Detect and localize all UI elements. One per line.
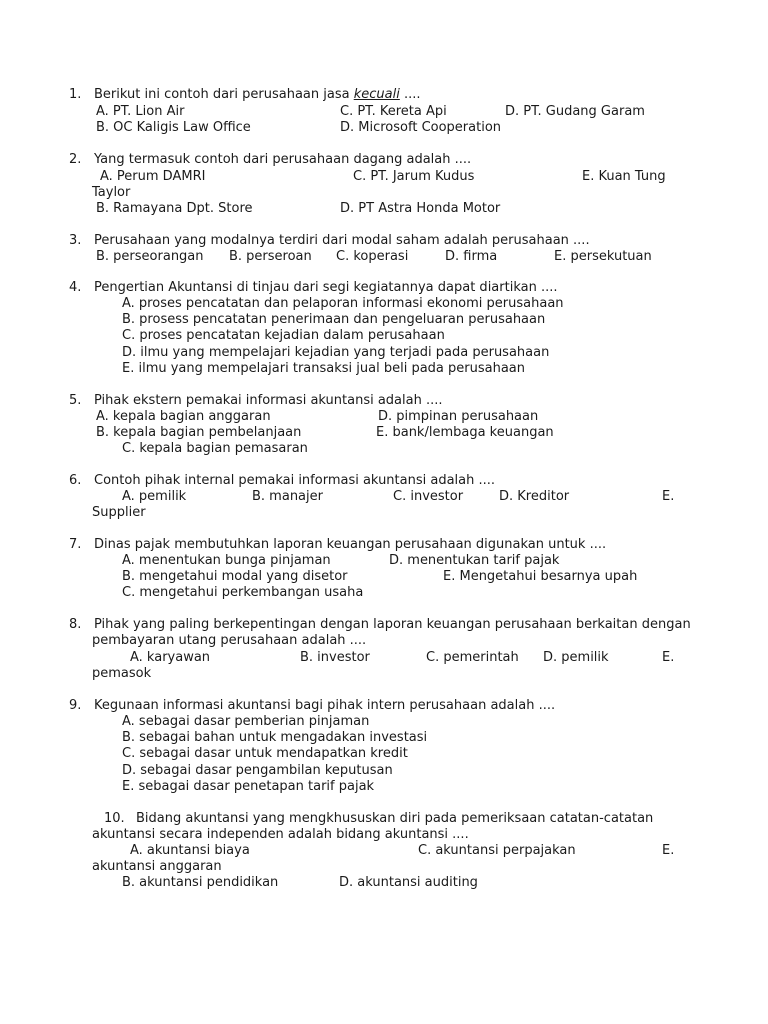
q7-option-e: E. Mengetahui besarnya upah bbox=[443, 569, 638, 584]
q10-option-c: C. akuntansi perpajakan bbox=[418, 843, 576, 858]
q8-option-e: E. bbox=[662, 650, 675, 665]
q9-option-d: D. sebagai dasar pengambilan keputusan bbox=[122, 763, 393, 778]
q6-option-e: E. bbox=[662, 489, 675, 504]
q3-option-b: B. perseroan bbox=[229, 249, 312, 264]
q4-text: Pengertian Akuntansi di tinjau dari segi kegiatannya dapat diartikan .... bbox=[94, 280, 558, 295]
q2-option-e-wrap: Taylor bbox=[92, 185, 131, 200]
q10-option-b: B. akuntansi pendidikan bbox=[122, 875, 279, 890]
q8-number: 8. bbox=[69, 617, 82, 632]
q4-option-e: E. ilmu yang mempelajari transaksi jual beli pada perusahaan bbox=[122, 361, 525, 376]
q7-number: 7. bbox=[69, 537, 82, 552]
q6-text: Contoh pihak internal pemakai informasi akuntansi adalah .... bbox=[94, 473, 496, 488]
q4-option-d: D. ilmu yang mempelajari kejadian yang terjadi pada perusahaan bbox=[122, 345, 550, 360]
q5-option-d: D. pimpinan perusahaan bbox=[378, 409, 539, 424]
q10-option-a: A. akuntansi biaya bbox=[130, 843, 250, 858]
q1-option-d: D. PT. Gudang Garam bbox=[505, 104, 645, 119]
q2-option-a: A. Perum DAMRI bbox=[100, 169, 206, 184]
q6-number: 6. bbox=[69, 473, 82, 488]
q8-option-b: B. investor bbox=[300, 650, 370, 665]
q4-number: 4. bbox=[69, 280, 82, 295]
q8-option-a: A. karyawan bbox=[130, 650, 211, 665]
q9-option-a: A. sebagai dasar pemberian pinjaman bbox=[122, 714, 370, 729]
q2-number: 2. bbox=[69, 152, 82, 167]
q7-option-a: A. menentukan bunga pinjaman bbox=[122, 553, 331, 568]
q5-option-c: C. kepala bagian pemasaran bbox=[122, 441, 308, 456]
q8-text: Pihak yang paling berkepentingan dengan laporan keuangan perusahaan berkaitan dengan bbox=[94, 617, 691, 632]
q9-number: 9. bbox=[69, 698, 82, 713]
q10-option-e: E. bbox=[662, 843, 675, 858]
q5-text: Pihak ekstern pemakai informasi akuntansi adalah .... bbox=[94, 393, 443, 408]
q7-option-d: D. menentukan tarif pajak bbox=[389, 553, 560, 568]
q1-number: 1. bbox=[69, 87, 82, 102]
q2-option-d: D. PT Astra Honda Motor bbox=[340, 201, 501, 216]
q3-text: Perusahaan yang modalnya terdiri dari modal saham adalah perusahaan .... bbox=[94, 233, 590, 248]
q1-option-a: A. PT. Lion Air bbox=[96, 104, 185, 119]
q9-text: Kegunaan informasi akuntansi bagi pihak intern perusahaan adalah .... bbox=[94, 698, 556, 713]
q8-option-d: D. pemilik bbox=[543, 650, 609, 665]
q3-option-e: E. persekutuan bbox=[554, 249, 652, 264]
q3-option-a: B. perseorangan bbox=[96, 249, 204, 264]
q4-option-c: C. proses pencatatan kejadian dalam perusahaan bbox=[122, 328, 445, 343]
q10-option-d: D. akuntansi auditing bbox=[339, 875, 478, 890]
q10-text: Bidang akuntansi yang mengkhususkan diri pada pemeriksaan catatan-catatan bbox=[136, 811, 654, 826]
q9-option-e: E. sebagai dasar penetapan tarif pajak bbox=[122, 779, 375, 794]
q10-number: 10. bbox=[104, 811, 125, 826]
q5-number: 5. bbox=[69, 393, 82, 408]
q6-option-a: A. pemilik bbox=[122, 489, 187, 504]
q3-option-d: D. firma bbox=[445, 249, 498, 264]
q7-option-c: C. mengetahui perkembangan usaha bbox=[122, 585, 364, 600]
q10-text-wrap: akuntansi secara independen adalah bidang akuntansi .... bbox=[92, 827, 469, 842]
q5-option-b: B. kepala bagian pembelanjaan bbox=[96, 425, 302, 440]
q2-option-e: E. Kuan Tung bbox=[582, 169, 666, 184]
q1-option-b: B. OC Kaligis Law Office bbox=[96, 120, 251, 135]
q6-option-d: D. Kreditor bbox=[499, 489, 570, 504]
q6-option-b: B. manajer bbox=[252, 489, 323, 504]
q9-option-b: B. sebagai bahan untuk mengadakan investasi bbox=[122, 730, 428, 745]
q10-option-e-wrap: akuntansi anggaran bbox=[92, 859, 222, 874]
q8-option-c: C. pemerintah bbox=[426, 650, 519, 665]
q4-option-a: A. proses pencatatan dan pelaporan informasi ekonomi perusahaan bbox=[122, 296, 564, 311]
q1-text: Berikut ini contoh dari perusahaan jasa kecuali .... bbox=[94, 87, 421, 102]
q7-option-b: B. mengetahui modal yang disetor bbox=[122, 569, 348, 584]
q9-option-c: C. sebagai dasar untuk mendapatkan kredit bbox=[122, 746, 408, 761]
q7-text: Dinas pajak membutuhkan laporan keuangan perusahaan digunakan untuk .... bbox=[94, 537, 607, 552]
q2-option-c: C. PT. Jarum Kudus bbox=[353, 169, 475, 184]
q4-option-b: B. prosess pencatatan penerimaan dan pengeluaran perusahaan bbox=[122, 312, 546, 327]
q6-option-e-wrap: Supplier bbox=[92, 505, 146, 520]
q8-option-e-wrap: pemasok bbox=[92, 666, 152, 681]
q3-number: 3. bbox=[69, 233, 82, 248]
q1-option-c: C. PT. Kereta Api bbox=[340, 104, 447, 119]
q1-option-d2: D. Microsoft Cooperation bbox=[340, 120, 502, 135]
q3-option-c: C. koperasi bbox=[336, 249, 409, 264]
q8-text-wrap: pembayaran utang perusahaan adalah .... bbox=[92, 633, 367, 648]
q5-option-e: E. bank/lembaga keuangan bbox=[376, 425, 554, 440]
q6-option-c: C. investor bbox=[393, 489, 464, 504]
q2-option-b: B. Ramayana Dpt. Store bbox=[96, 201, 253, 216]
q5-option-a: A. kepala bagian anggaran bbox=[96, 409, 271, 424]
q2-text: Yang termasuk contoh dari perusahaan dagang adalah .... bbox=[94, 152, 472, 167]
